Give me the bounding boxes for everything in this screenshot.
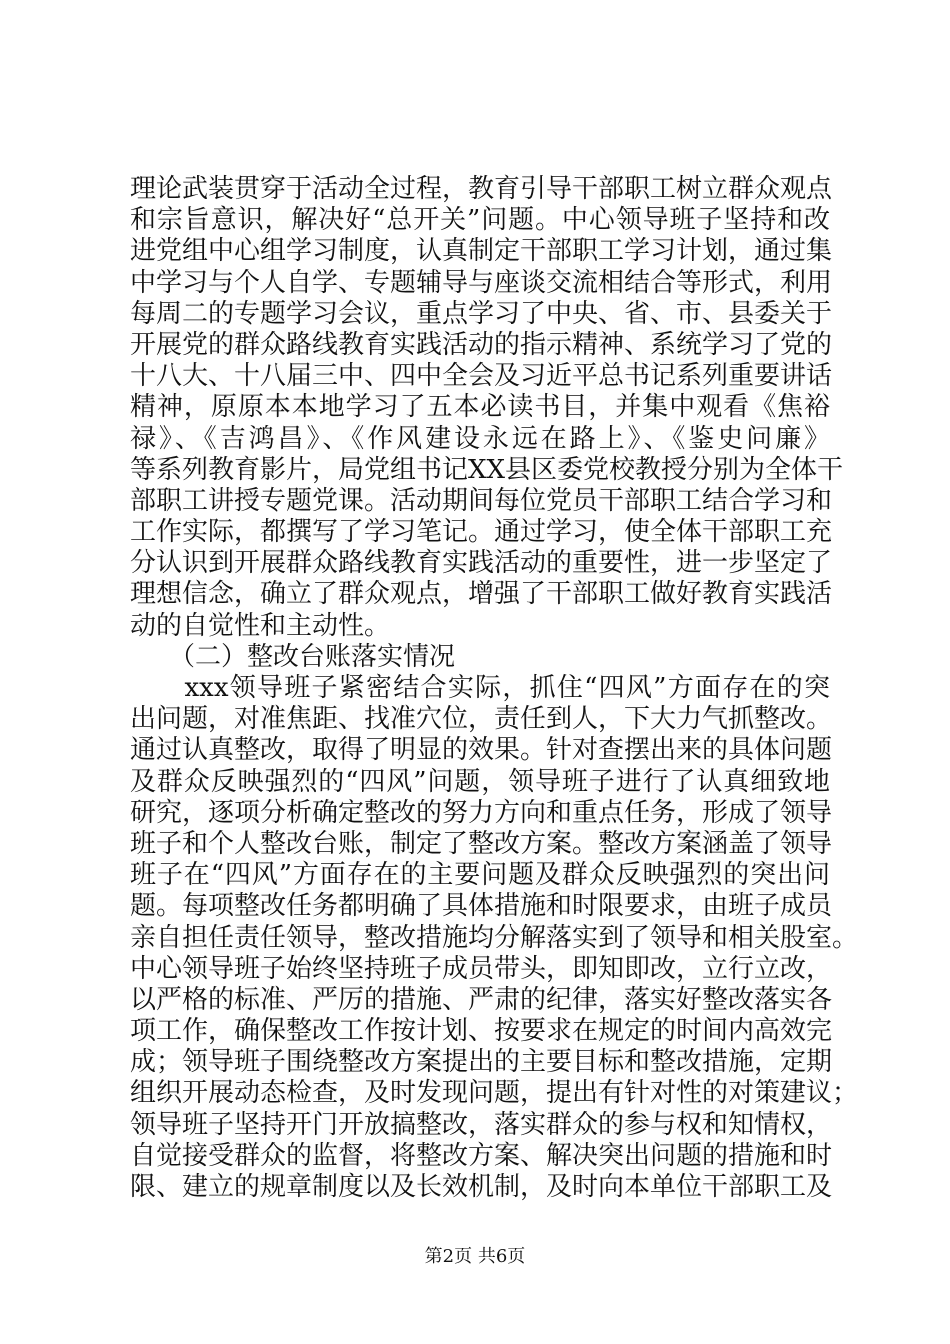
text-line: 出问题，对准焦距、找准穴位，责任到人，下大力气抓整改。 xyxy=(130,704,833,735)
paragraph-rectification xyxy=(130,673,859,1203)
text-line: 组织开展动态检查，及时发现问题，提出有针对性的对策建议； xyxy=(130,1078,859,1109)
paragraph-study xyxy=(130,174,844,642)
text-line: 中心领导班子始终坚持班子成员带头，即知即改，立行立改， xyxy=(130,953,833,984)
text-line: 研究，逐项分析确定整改的努力方向和重点任务，形成了领导 xyxy=(130,797,833,828)
text-line: 工作实际，都撰写了学习笔记。通过学习，使全体干部职工充 xyxy=(130,517,833,548)
text-line: 理想信念，确立了群众观点，增强了干部职工做好教育实践活 xyxy=(130,579,833,610)
text-line: 限、建立的规章制度以及长效机制，及时向本单位干部职工及 xyxy=(130,1172,833,1202)
page-number-footer: 第2页 共6页 xyxy=(424,1246,526,1267)
text-line: 等系列教育影片，局党组书记XX县区委党校教授分别为全体干 xyxy=(130,454,844,485)
text-line: 中学习与个人自学、专题辅导与座谈交流相结合等形式，利用 xyxy=(130,267,833,298)
text-line: 自觉接受群众的监督，将整改方案、解决突出问题的措施和时 xyxy=(130,1140,833,1171)
text-line: 动的自觉性和主动性。 xyxy=(130,610,391,641)
text-line: 亲自担任责任领导，整改措施均分解落实到了领导和相关股室。 xyxy=(130,922,859,953)
text-line: 及群众反映强烈的“四风”问题，领导班子进行了认真细致地 xyxy=(130,766,830,797)
text-line: 理论武装贯穿于活动全过程，教育引导干部职工树立群众观点 xyxy=(130,174,833,204)
text-line: 和宗旨意识，解决好“总开关”问题。中心领导班子坚持和改 xyxy=(130,205,830,236)
text-line: 精神，原原本本地学习了五本必读书目，并集中观看《焦裕 xyxy=(130,392,830,423)
document-body xyxy=(130,174,859,1203)
text-line: xxx领导班子紧密结合实际，抓住“四风”方面存在的突 xyxy=(130,673,830,703)
text-line: 禄》、《吉鸿昌》、《作风建设永远在路上》、《鉴史问廉》 xyxy=(130,423,830,454)
text-line: 班子和个人整改台账，制定了整改方案。整改方案涵盖了领导 xyxy=(130,828,833,859)
text-line: 十八大、十八届三中、四中全会及习近平总书记系列重要讲话 xyxy=(130,361,833,392)
text-line: 领导班子坚持开门开放搞整改，落实群众的参与权和知情权， xyxy=(130,1109,833,1140)
text-line: 每周二的专题学习会议，重点学习了中央、省、市、县委关于 xyxy=(130,298,833,329)
text-line: 开展党的群众路线教育实践活动的指示精神、系统学习了党的 xyxy=(130,329,833,360)
section-heading: （二）整改台账落实情况 xyxy=(130,641,456,672)
text-line: 项工作，确保整改工作按计划、按要求在规定的时间内高效完 xyxy=(130,1016,833,1047)
text-line: 以严格的标准、严厉的措施、严肃的纪律，落实好整改落实各 xyxy=(130,984,833,1015)
text-line: 成；领导班子围绕整改方案提出的主要目标和整改措施，定期 xyxy=(130,1047,833,1078)
text-line: 分认识到开展群众路线教育实践活动的重要性，进一步坚定了 xyxy=(130,548,833,579)
text-line: 进党组中心组学习制度，认真制定干部职工学习计划，通过集 xyxy=(130,236,833,267)
text-line: 题。每项整改任务都明确了具体措施和时限要求，由班子成员 xyxy=(130,891,833,922)
text-line: 部职工讲授专题党课。活动期间每位党员干部职工结合学习和 xyxy=(130,485,833,516)
text-line: 班子在“四风”方面存在的主要问题及群众反映强烈的突出问 xyxy=(130,860,830,891)
text-line: 通过认真整改，取得了明显的效果。针对查摆出来的具体问题 xyxy=(130,735,833,766)
